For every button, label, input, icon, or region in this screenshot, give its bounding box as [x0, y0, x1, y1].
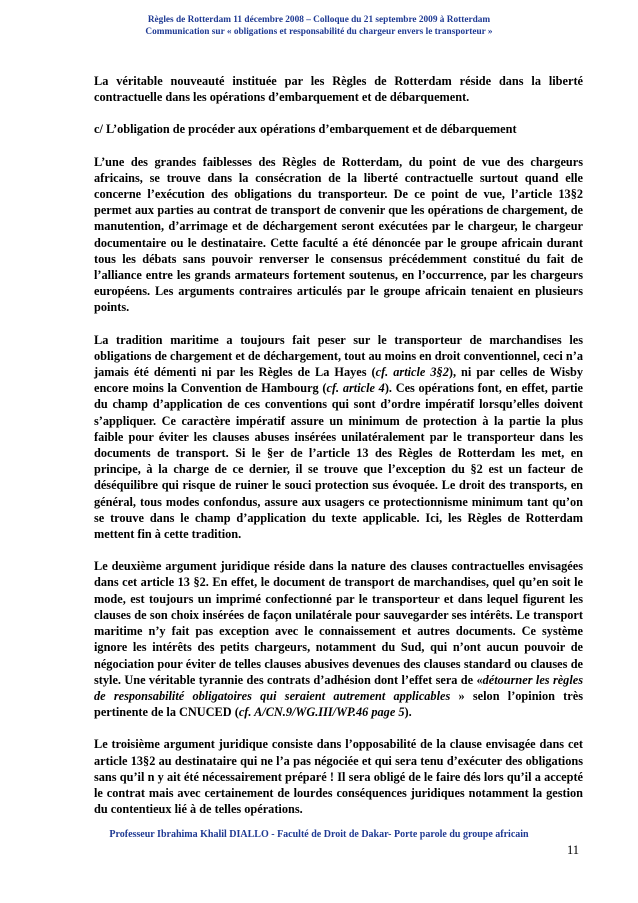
- paragraph-3: [94, 558, 583, 720]
- paragraph-3-text-b: » selon l’opinion très pertinente de la CNUCED (: [94, 688, 583, 720]
- header-line-2: Communication sur « obligations et responsabilité du chargeur envers le transporteur »: [145, 27, 493, 37]
- citation-cnuced-document: cf. A/CN.9/WG.III/WP.46 page 5: [238, 705, 405, 720]
- citation-hague-rules: cf. article 3§2: [375, 365, 449, 380]
- document-body: [94, 73, 583, 833]
- section-heading: c/ L’obligation de procéder aux opérations d’embarquement et de débarquement: [94, 122, 517, 137]
- running-header: [0, 14, 638, 38]
- header-line-1: Règles de Rotterdam 11 décembre 2008 – Colloque du 21 septembre 2009 à Rotterdam: [147, 15, 491, 25]
- paragraph-2-text-a: La tradition maritime a toujours fait peser sur le transporteur de marchandises les obligations de chargement et de déchargement, tout au moins en droit conventionnel, ceci n’a jamais été démenti ni par les Règles de La Hayes (: [94, 332, 583, 380]
- paragraph-3-text-c: ).: [404, 705, 412, 720]
- paragraph-3-text-a: Le deuxième argument juridique réside dans la nature des clauses contractuelles envisagées dans cet article 13 §2. En effet, le document de transport de marchandises, quel qu’en soit le mode, est toujours un imprimé confectionné par le transporteur et dans lequel figurent les clauses de son choix insérées de façon unilatérale pour sauvegarder ses intérêts. Le transport maritime n’y fait pas exception avec le connaissement et autres documents. Ce système ignore les intérêts des petits chargeurs, notamment du Sud, qui n’ont aucun pouvoir de négociation pour éviter de telles clauses abusives devenues des clauses standard ou clauses de style. Une véritable tyrannie des contrats d’adhésion dont l’effet sera de «: [94, 559, 583, 687]
- paragraph-4: Le troisième argument juridique consiste dans l’opposabilité de la clause envisagée dans cet article 13§2 au destinataire qui ne l’a pas négociée et qui sera tenu d’exécuter des obligations sans qu’il n y ait été nécessairement préparé ! Il sera obligé de le faire dés lors qu’il a accepté le contrat mais avec certainement de lourdes conséquences juridiques notamment la gestion du contentieux lié à de telles opérations.: [94, 737, 583, 817]
- quotation-cnuced: détourner les règles de responsabilité obligatoires qui seraient autrement applicables: [94, 672, 583, 703]
- page-number: 11: [567, 843, 580, 857]
- paragraph-2: [94, 332, 583, 543]
- citation-hamburg-convention: cf. article 4: [326, 381, 385, 396]
- paragraph-1: L’une des grandes faiblesses des Règles de Rotterdam, du point de vue des chargeurs africains, se trouve dans la consécration de la liberté contractuelle surtout quand elle concerne l’exécution des obligations du transporteur. De ce point de vue, l’article 13§2 permet aux parties au contrat de transport de convenir que les opérations de chargement, de manutention, d’arrimage et de déchargement seront exécutées par le chargeur, le chargeur documentaire ou le destinataire. Cette faculté a été dénoncée par le groupe africain durant tous les débats sans pouvoir renverser le consensus précédemment constitué du fait de l’alliance entre les grands armateurs fortement soutenus, en l’occurrence, par les chargeurs européens. Les arguments contraires articulés par le groupe africain tenaient en plusieurs points.: [94, 154, 583, 315]
- paragraph-2-text-b: ), ni par celles de Wisby encore moins la Convention de Hambourg (: [94, 365, 583, 396]
- paragraph-2-text-c: ). Ces opérations font, en effet, partie du champ d’application de ces conventions qui sont d’ordre impératif lorsqu’elles doivent s’appliquer. Ce caractère impératif assure un minimum de protection à la partie la plus faible pour éviter les clauses abuses insérées unilatéralement par le transporteur dans les documents de transport. Si le §er de l’article 13 des Règles de Rotterdam les met, en principe, à la charge de ce dernier, il se trouve que l’exception du §2 est un facteur de déséquilibre qui risque de ruiner le souci protection sus évoquée. Le droit des transports, en général, tous modes confondus, assure aux usagers ce protectionnisme minimum tant qu’on se trouve dans le champ d’application du texte applicable. Ici, les Règles de Rotterdam mettent fin à cette tradition.: [94, 381, 583, 542]
- intro-paragraph: La véritable nouveauté instituée par les Règles de Rotterdam réside dans la liberté contractuelle dans les opérations d’embarquement et de débarquement.: [94, 74, 583, 105]
- running-footer: Professeur Ibrahima Khalil DIALLO - Faculté de Droit de Dakar- Porte parole du groupe africain: [109, 829, 529, 840]
